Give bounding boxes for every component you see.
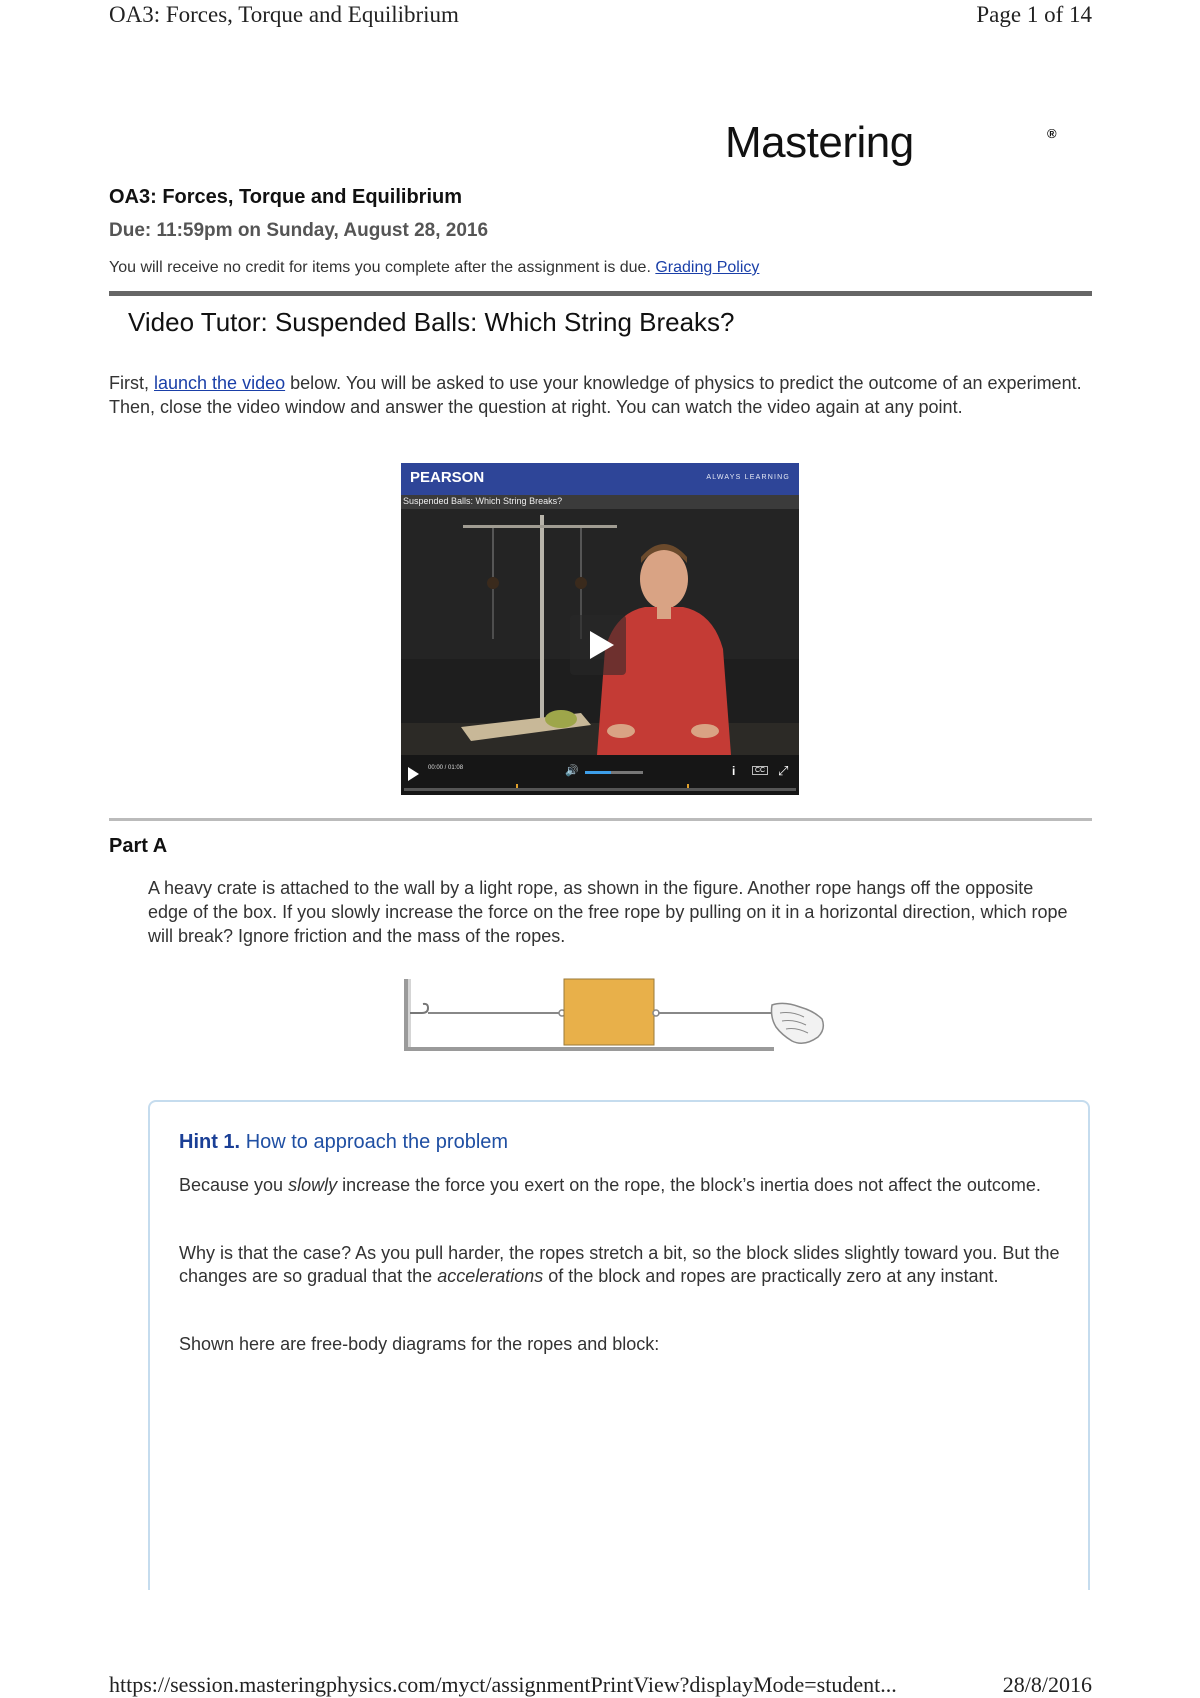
grading-policy-link[interactable]: Grading Policy — [655, 259, 760, 276]
print-header-title: OA3: Forces, Torque and Equilibrium — [109, 2, 459, 27]
video-thumbnail[interactable] — [401, 463, 799, 795]
registered-mark: ® — [1047, 126, 1057, 141]
video-intro-text — [109, 371, 1089, 419]
launch-video-link[interactable]: launch the video — [154, 373, 286, 393]
credit-note-text: You will receive no credit for items you complete after the assignment is due. — [109, 259, 651, 276]
volume-icon[interactable]: 🔊 — [565, 765, 579, 777]
hint-1-heading[interactable] — [179, 1131, 508, 1154]
assignment-title: OA3: Forces, Torque and Equilibrium — [109, 186, 462, 208]
hint-title: How to approach the problem — [245, 1131, 509, 1153]
video-title: Suspended Balls: Which String Breaks? — [403, 496, 563, 506]
mastering-logo: Mastering — [725, 118, 914, 167]
play-button[interactable] — [570, 615, 626, 675]
hint-p2-end: of the block and ropes are practically zero at any instant. — [543, 1266, 999, 1286]
crate-rope-figure — [400, 977, 840, 1057]
hint-number: Hint 1. — [179, 1131, 241, 1153]
hint-p2-emphasis: accelerations — [437, 1266, 544, 1286]
part-a-question: A heavy crate is attached to the wall by a light rope, as shown in the figure. Another rope hangs off the opposite edge of the box. If you slowly increase the force on the free rope by pulling on it in a horizontal direction, which rope will break? Ignore friction and the mass of the ropes. — [148, 878, 1068, 946]
video-publisher-bar — [401, 463, 799, 495]
credit-note — [109, 259, 759, 277]
video-tutor-heading: Video Tutor: Suspended Balls: Which String Breaks? — [128, 307, 735, 337]
control-play-icon[interactable] — [408, 767, 419, 781]
hint-paragraph-2 — [179, 1242, 1079, 1288]
due-date: Due: 11:59pm on Sunday, August 28, 2016 — [109, 220, 489, 241]
video-title-bar — [401, 495, 799, 509]
hint-p2-start: Why is that the case? As you pull harder, the ropes stretch a bit, so the block slides slightly toward you. But the changes are so gradual that the — [179, 1243, 1060, 1286]
print-footer-date: 28/8/2016 — [1002, 1672, 1092, 1697]
print-header-page-number: Page 1 of 14 — [976, 2, 1092, 27]
hint-p1-end: increase the force you exert on the rope, the block’s inertia does not affect the outcome. — [337, 1175, 1041, 1195]
intro-text-start: First, — [109, 373, 154, 393]
intro-text-rest: below. You will be asked to use your knowledge of physics to predict the outcome of an experiment. Then, close the video window and answer the question at right. You can watch the video again at any point. — [109, 373, 1082, 417]
hint-paragraph-1 — [179, 1174, 1079, 1197]
video-time: 00:00 / 01:08 — [428, 765, 464, 771]
video-progress-bar[interactable] — [404, 788, 796, 791]
hint-p1-start: Because you — [179, 1175, 289, 1195]
section-divider — [109, 291, 1092, 296]
closed-captions-button[interactable]: CC — [752, 766, 768, 775]
volume-slider[interactable] — [585, 771, 643, 774]
publisher-tagline: ALWAYS LEARNING — [706, 474, 790, 481]
pearson-logo: PEARSON — [410, 469, 485, 486]
volume-level — [585, 771, 611, 774]
print-footer-url: https://session.masteringphysics.com/myct/assignmentPrintView?displayMode=student... — [109, 1672, 897, 1697]
hint-paragraph-3: Shown here are free-body diagrams for the ropes and block: — [179, 1334, 660, 1354]
part-divider — [109, 818, 1092, 821]
pulling-hand-icon — [772, 1003, 824, 1043]
fullscreen-icon[interactable]: ⤢ — [778, 763, 789, 778]
info-icon[interactable]: i — [732, 764, 736, 778]
video-controls — [401, 755, 799, 795]
hint-p1-emphasis: slowly — [288, 1175, 338, 1195]
part-a-label: Part A — [109, 835, 168, 857]
crate — [564, 979, 654, 1045]
